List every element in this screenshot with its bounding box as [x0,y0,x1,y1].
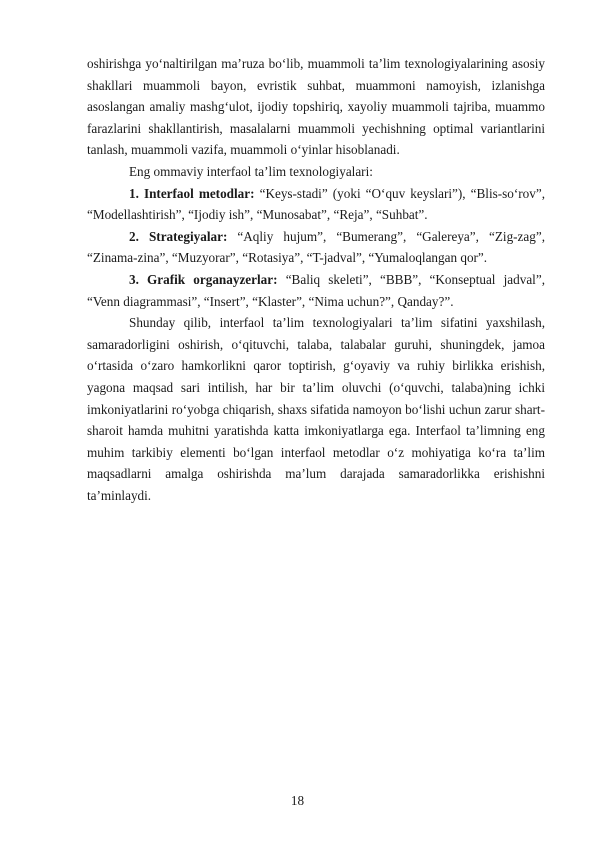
list-item-strategies [87,226,545,269]
list-item-text: “Keys-stadi” (yoki “O‘quv keyslari”), “Blis-so‘rov”, “Modellashtirish”, “Ijodiy ish”, “Munosabat”, “Reja”, “Suhbat”. [87,185,546,223]
list-item-text: “Aqliy hujum”, “Bumerang”, “Galereya”, “Zig-zag”, “Zinama-zina”, “Muzyorar”, “Rotasiya”, “T-jadval”, “Yumaloqlangan qor”. [87,228,546,266]
list-intro: Eng ommaviy interfaol ta’lim texnologiyalari: [129,163,373,179]
document-page [87,53,545,506]
conclusion-paragraph: Shunday qilib, interfaol ta’lim texnologiyalari ta’lim sifatini yaxshilash, samaradorligini oshirish, o‘qituvchi, talaba, talabalar guruhi, shuningdek, jamoa o‘rtasida o‘zaro hamkorlikni qaror toptirish, g‘oyaviy va ruhiy birlikka erishish, yagona maqsad sari intilish, har bir ta’lim oluvchi (o‘quvchi, talaba)ning ichki imkoniyatlarini ro‘yobga chiqarish, shaxs sifatida namoyon bo‘lishi uchun zarur shart-sharoit hamda muhitni yaratishda katta imkoniyatlarga ega. Interfaol ta’limning eng muhim tarkibiy elementi bo‘lgan interfaol metodlar o‘z mohiyatiga ko‘ra ta’lim maqsadlarni amalga oshirishda ma’lum darajada samaradorlikka erishishni ta’minlaydi. [87,315,545,503]
list-item-graphic-organizers [87,269,545,312]
list-item-interactive-methods [87,183,545,226]
page-number: 18 [290,793,305,808]
intro-paragraph: oshirishga yo‘naltirilgan ma’ruza bo‘lib, muammoli ta’lim texnologiyalarining asosiy shakllari muammoli bayon, evristik suhbat, muammoni namoyish, izlanishga asoslangan amaliy mashg‘ulot, ijodiy topshiriq, xayoliy muammoli tajriba, muammo farazlarini shakllantirish, masalalarni muammoli yechishning optimal variantlarini tanlash, muammoli vazifa, muammoli o‘yinlar hisoblanadi. [87,56,545,158]
list-item-label: 2. Strategiyalar: [129,228,228,244]
list-item-label: 1. Interfaol metodlar: [129,185,255,201]
list-item-text: “Baliq skeleti”, “BBB”, “Konseptual jadval”, “Venn diagrammasi”, “Insert”, “Klaster”, “Nima uchun?”, Qanday?”. [87,271,545,309]
list-item-label: 3. Grafik organayzerlar: [129,271,278,287]
